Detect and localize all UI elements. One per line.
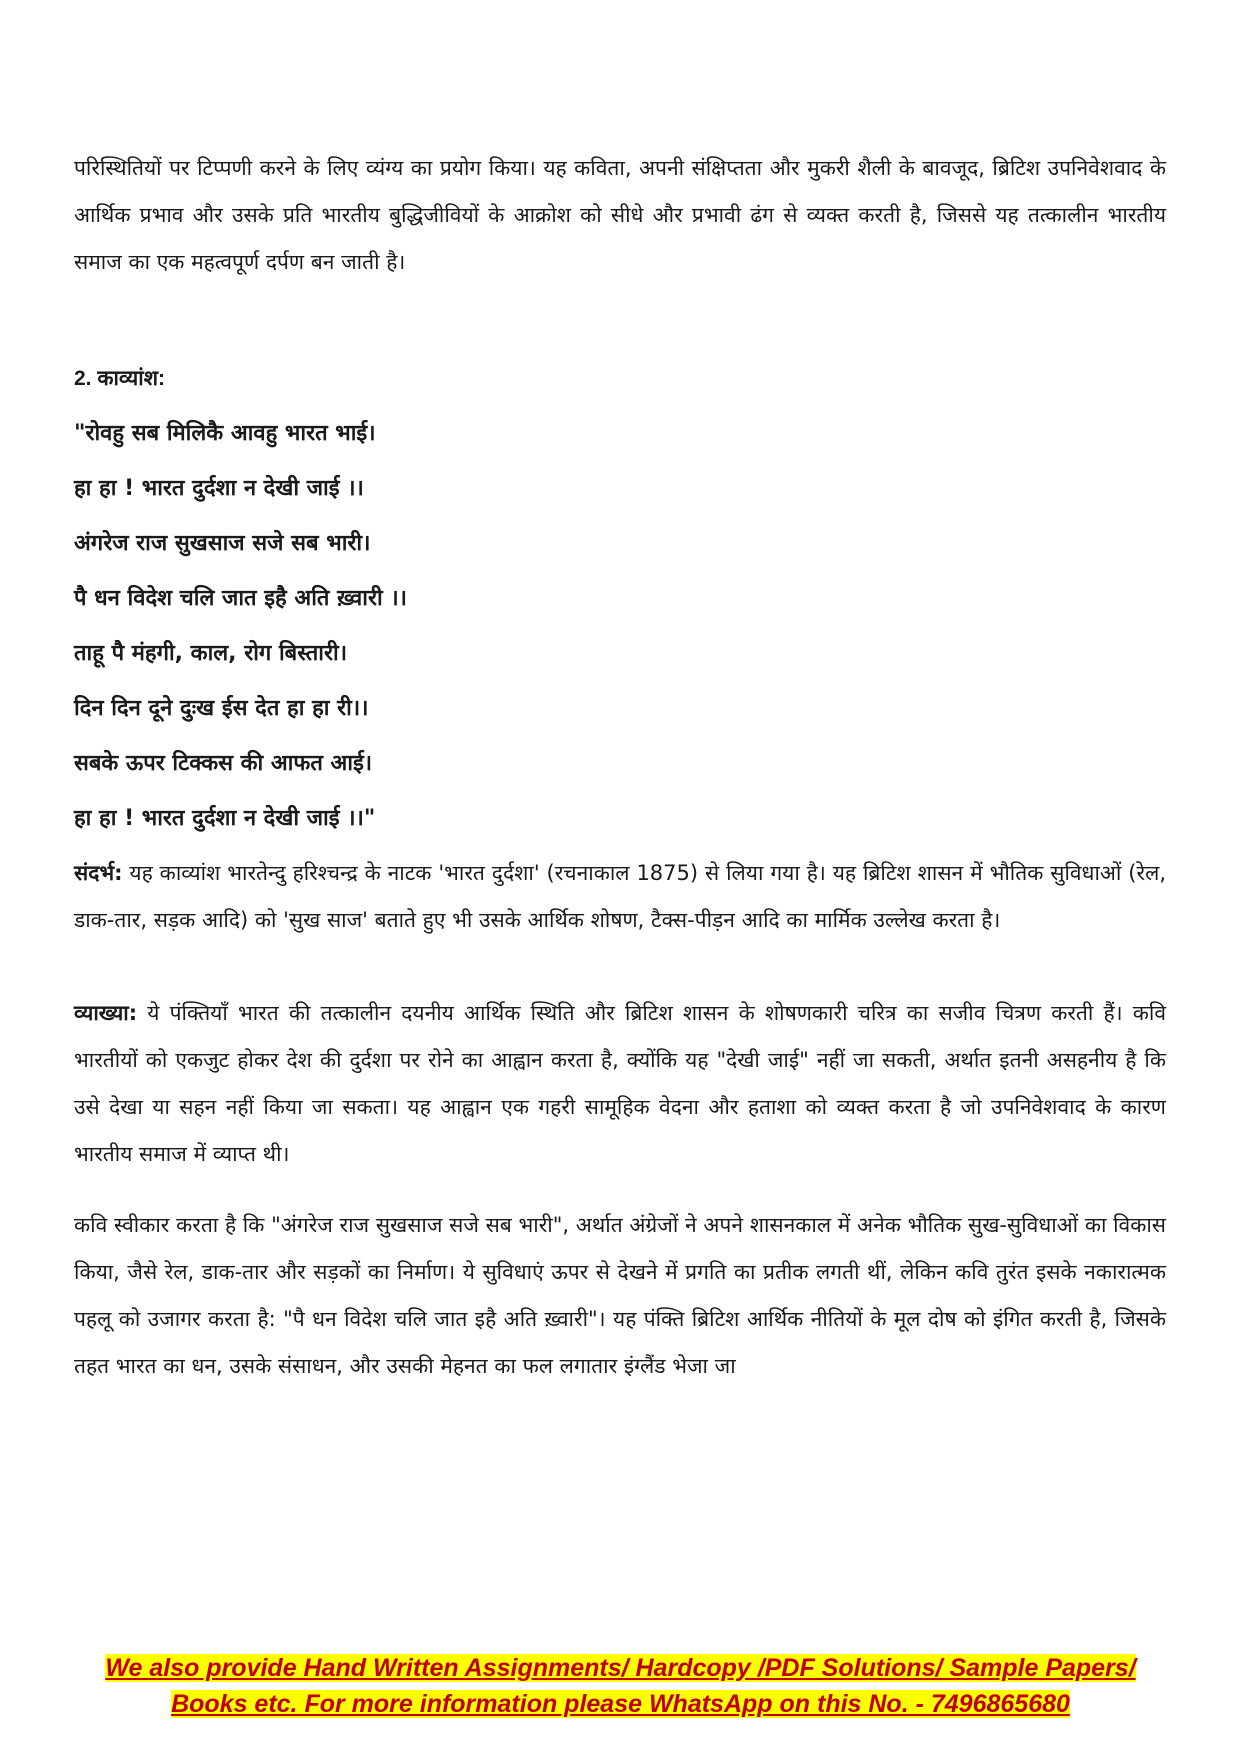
footer-line-1: We also provide Hand Written Assignments/ Hardcopy /PDF Solutions/ Sample Papers/ (105, 1654, 1136, 1682)
footer-line-2: Books etc. For more information please WhatsApp on this No. - 7496865680 (171, 1690, 1070, 1718)
verse-line: सबके ऊपर टिक्कस की आफत आई। (74, 751, 373, 776)
verse-line: पै धन विदेश चलि जात इहै अति ख़्वारी ।। (74, 586, 408, 611)
body-paragraph: कवि स्वीकार करता है कि "अंगरेज राज सुखसाज सजे सब भारी", अर्थात अंग्रेजों ने अपने शासनकाल में अनेक भौतिक सुख-सुविधाओं का विकास किया, जैसे रेल, डाक-तार और सड़कों का निर्माण। ये सुविधाएं ऊपर से देखने में प्रगति का प्रतीक लगती थीं, लेकिन कवि तुरंत इसके नकारात्मक पहलू को उजागर करता है: "पै धन विदेश चलि जात इहै अति ख़्वारी"। यह पंक्ति ब्रिटिश आर्थिक नीतियों के मूल दोष को इंगित करती है, जिसके तहत भारत का धन, उसके संसाधन, और उसकी मेहनत का फल लगातार इंग्लैंड भेजा जा (74, 1213, 1166, 1378)
explanation-label: व्याख्या: (74, 1001, 138, 1025)
explanation-text: ये पंक्तियाँ भारत की तत्कालीन दयनीय आर्थिक स्थिति और ब्रिटिश शासन के शोषणकारी चरित्र का सजीव चित्रण करती हैं। कवि भारतीयों को एकजुट होकर देश की दुर्दशा पर रोने का आह्वान करता है, क्योंकि यह "देखी जाई" नहीं जा सकती, अर्थात इतनी असहनीय है कि उसे देखा या सहन नहीं किया जा सकता। यह आह्वान एक गहरी सामूहिक वेदना और हताशा को व्यक्त करता है जो उपनिवेशवाद के कारण भारतीय समाज में व्याप्त थी। (74, 1001, 1166, 1166)
context-paragraph (74, 850, 1166, 944)
verse-line: ताहू पै मंहगी, काल, रोग बिस्तारी। (74, 641, 348, 666)
verse-line: हा हा ! भारत दुर्दशा न देखी जाई ।। (74, 476, 364, 501)
context-text: यह काव्यांश भारतेन्दु हरिश्चन्द्र के नाटक 'भारत दुर्दशा' (रचनाकाल 1875) से लिया गया है। यह ब्रिटिश शासन में भौतिक सुविधाओं (रेल, डाक-तार, सड़क आदि) को 'सुख साज' बताते हुए भी उसके आर्थिक शोषण, टैक्स-पीड़न आदि का मार्मिक उल्लेख करता है। (74, 861, 1166, 932)
verse-line: हा हा ! भारत दुर्दशा न देखी जाई ।।" (74, 806, 376, 831)
verse-line: "रोवहु सब मिलिकै आवहु भारत भाई। (74, 421, 376, 446)
section-heading: 2. काव्यांश: (74, 367, 165, 390)
footer-notice (0, 1650, 1241, 1722)
explanation-paragraph (74, 990, 1166, 1178)
verse-line: अंगरेज राज सुखसाज सजे सब भारी। (74, 531, 371, 556)
intro-paragraph: परिस्थितियों पर टिप्पणी करने के लिए व्यंग्य का प्रयोग किया। यह कविता, अपनी संक्षिप्तता और मुकरी शैली के बावजूद, ब्रिटिश उपनिवेशवाद के आर्थिक प्रभाव और उसके प्रति भारतीय बुद्धिजीवियों के आक्रोश को सीधे और प्रभावी ढंग से व्यक्त करती है, जिससे यह तत्कालीन भारतीय समाज का एक महत्वपूर्ण दर्पण बन जाती है। (74, 156, 1166, 274)
verse-line: दिन दिन दूने दुःख ईस देत हा हा री।। (74, 696, 369, 721)
context-label: संदर्भ: (74, 861, 123, 885)
